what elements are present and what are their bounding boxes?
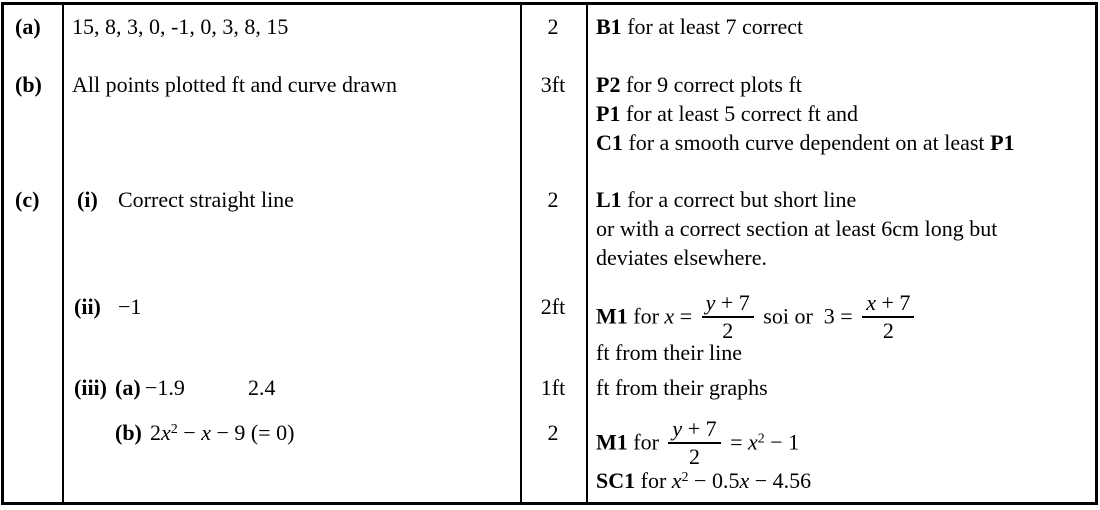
note-p2: P2 for 9 correct plots ft — [596, 72, 802, 97]
sub-label-ciii-b: (b) — [115, 420, 142, 445]
note-c1: C1 for a smooth curve dependent on at least P1 — [596, 130, 1015, 155]
part-label-c: (c) — [15, 187, 40, 212]
sub-label-ci: (i) — [77, 187, 98, 212]
note-m1-x: M1 for x = $\frac{y + 7}{2}$ soi or 3 = $\frac{x + 7}{2}$ — [596, 293, 918, 321]
sub-label-ciii: (iii) — [74, 375, 107, 400]
note-l1-line3: deviates elsewhere. — [596, 245, 768, 270]
answer-ci: Correct straight line — [118, 187, 294, 212]
mark-b: 3ft — [540, 72, 566, 97]
sub-label-cii: (ii) — [74, 294, 101, 319]
answer-cii: −1 — [118, 294, 142, 319]
note-sc1: SC1 for $x^2 - 0.5x - 4.56$ — [596, 468, 812, 493]
fraction: $\frac{x + 7}{2}$ — [862, 291, 914, 342]
part-label-b: (b) — [15, 72, 42, 97]
answer-ciii-a1: −1.9 — [145, 375, 185, 400]
note-b1: B1 for at least 7 correct — [596, 14, 804, 39]
column-divider-notes — [586, 5, 588, 502]
note-p1: P1 for at least 5 correct ft and — [596, 101, 859, 126]
note-l1-line2: or with a correct section at least 6cm long but — [596, 216, 998, 241]
answer-ciii-a2: 2.4 — [248, 375, 276, 400]
answer-b: All points plotted ft and curve drawn — [72, 72, 398, 97]
mark-ciii-b: 2 — [547, 420, 559, 445]
note-ft-line: ft from their line — [596, 340, 743, 365]
note-l1: L1 for a correct but short line — [596, 187, 857, 212]
part-label-a: (a) — [15, 14, 41, 39]
mark-ci: 2 — [547, 187, 559, 212]
answer-ciii-b: $2x^2 - x - 9$ (= 0) — [150, 420, 295, 445]
note-m1-y: M1 for $\frac{y + 7}{2}$ = $x^2 - 1$ — [596, 416, 800, 470]
mark-cii: 2ft — [540, 294, 566, 319]
fraction: $\frac{y + 7}{2}$ — [668, 417, 720, 468]
fraction: $\frac{y + 7}{2}$ — [702, 291, 754, 342]
note-ft-graphs: ft from their graphs — [596, 375, 768, 400]
column-divider-part — [62, 5, 64, 502]
mark-a: 2 — [547, 14, 559, 39]
answer-a: 15, 8, 3, 0, -1, 0, 3, 8, 15 — [72, 14, 289, 39]
mark-ciii-a: 1ft — [540, 375, 566, 400]
sub-label-ciii-a: (a) — [115, 375, 141, 400]
